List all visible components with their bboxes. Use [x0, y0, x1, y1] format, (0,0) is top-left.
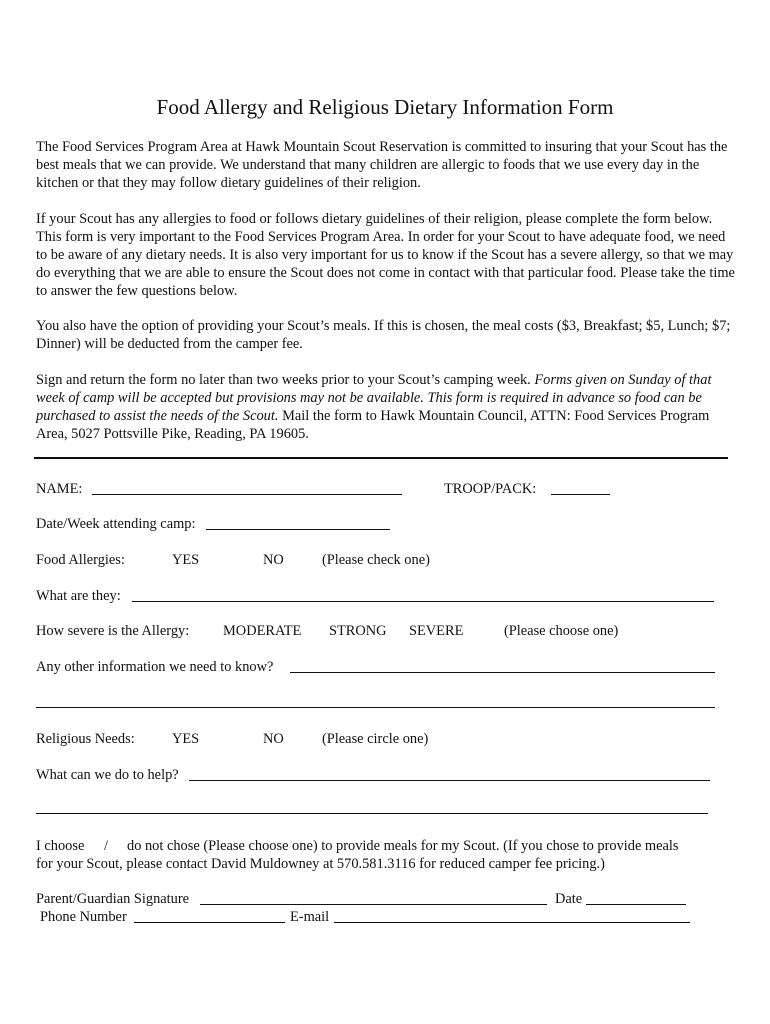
what-are-they-field[interactable]: [132, 601, 714, 602]
return-paragraph: [36, 371, 736, 443]
mail-address-text: Mail the form to Hawk Mountain Council, ATTN: Food Services Program Area, 5027 Pottsville Pike, Reading, PA 19605.: [36, 408, 710, 442]
help-field-continued[interactable]: [36, 813, 708, 814]
help-label: What can we do to help?: [36, 767, 179, 783]
food-allergies-no-option[interactable]: NO: [263, 552, 284, 568]
severity-moderate-option[interactable]: MODERATE: [223, 623, 302, 639]
phone-label: Phone Number: [40, 909, 127, 925]
other-info-label: Any other information we need to know?: [36, 659, 274, 675]
food-allergies-yes-option[interactable]: YES: [172, 552, 200, 568]
religious-instruction: (Please circle one): [322, 731, 429, 747]
signature-label: Parent/Guardian Signature: [36, 891, 190, 907]
religious-no-option[interactable]: NO: [263, 731, 284, 747]
help-field[interactable]: [189, 780, 710, 781]
religious-needs-label: Religious Needs:: [36, 731, 135, 747]
intro-paragraph: The Food Services Program Area at Hawk Mountain Scout Reservation is committed to insuring that your Scout has the best meals that we can provide. We understand that many children are allergic to foods that we use every day in the kitchen or that they may follow dietary guidelines of their religion.: [36, 139, 728, 191]
signature-field[interactable]: [200, 904, 547, 905]
religious-yes-option[interactable]: YES: [172, 731, 200, 747]
other-info-field-continued[interactable]: [36, 707, 715, 708]
instructions-paragraph: If your Scout has any allergies to food or follows dietary guidelines of their religion, please complete the form below. This form is very important to the Food Services Program Area. In order for your Scout to have adequate food, we need to be aware of any dietary needs. It is also very important for us to know if the Scout has a severe allergy, so that we may do everything that we are able to ensure the Scout does not come in contact with that particular food. Please take the time to answer the few questions below.: [36, 211, 735, 299]
name-label: NAME:: [36, 481, 83, 497]
name-field[interactable]: [92, 494, 402, 495]
what-are-they-label: What are they:: [36, 588, 121, 604]
choose-text-continued: do not chose (Please choose one) to provide meals for my Scout. (If you chose to provide meals: [127, 838, 679, 854]
date-week-label: Date/Week attending camp:: [36, 516, 196, 532]
phone-field[interactable]: [134, 922, 285, 923]
date-week-field[interactable]: [206, 529, 390, 530]
troop-field[interactable]: [551, 494, 610, 495]
choose-contact-text: for your Scout, please contact David Muldowney at 570.581.3116 for reduced camper fee pricing.): [36, 856, 605, 872]
severity-label: How severe is the Allergy:: [36, 623, 190, 639]
return-text: Sign and return the form no later than two weeks prior to your Scout’s camping week.: [36, 372, 535, 388]
choose-text: I choose: [36, 838, 85, 854]
form-title: Food Allergy and Religious Dietary Information Form: [156, 95, 614, 119]
email-field[interactable]: [334, 922, 690, 923]
return-italic-text: Forms given on Sunday of that week of camp will be accepted but provisions may not be available. This form is required in advance so food can be purchased to assist the needs of the Scout.: [36, 372, 712, 424]
meal-option-paragraph: You also have the option of providing your Scout’s meals. If this is chosen, the meal costs ($3, Breakfast; $5, Lunch; $7; Dinner) will be deducted from the camper fee.: [36, 318, 731, 352]
choose-slash: /: [104, 838, 108, 854]
severity-strong-option[interactable]: STRONG: [329, 623, 387, 639]
food-allergies-instruction: (Please check one): [322, 552, 430, 568]
email-label: E-mail: [290, 909, 330, 925]
troop-label: TROOP/PACK:: [444, 481, 537, 497]
severity-severe-option[interactable]: SEVERE: [409, 623, 464, 639]
date-field[interactable]: [586, 904, 686, 905]
other-info-field[interactable]: [290, 672, 715, 673]
food-allergies-label: Food Allergies:: [36, 552, 125, 568]
severity-instruction: (Please choose one): [504, 623, 619, 639]
date-label: Date: [555, 891, 583, 907]
section-divider: [34, 457, 728, 459]
